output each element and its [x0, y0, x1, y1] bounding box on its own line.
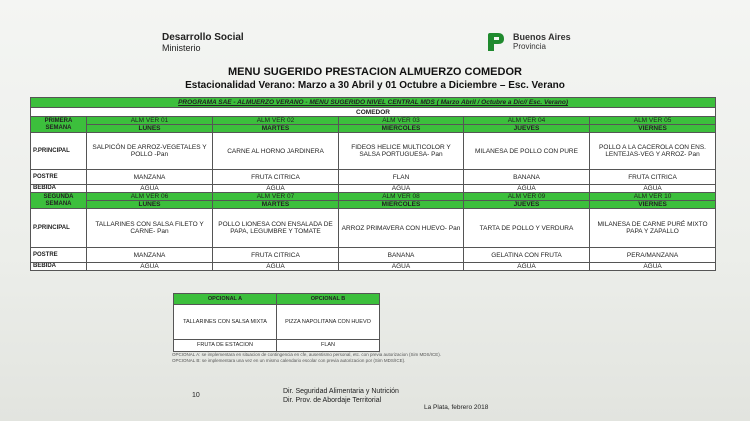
postre-item: BANANA — [339, 248, 464, 263]
footnote-a: OPCIONAL A: se implementara en situacion de contingencia en cfe, ausentismo personal, etc. con previa autorizacion (Sim MDS/ICE). — [172, 352, 441, 357]
principal-dish: FIDEOS HELICE MULTICOLOR Y SALSA PORTUGUESA- Pan — [339, 133, 464, 170]
bebida-item: AGUA — [213, 263, 339, 271]
principal-dish: TARTA DE POLLO Y VERDURA — [464, 209, 590, 248]
menu-table — [30, 97, 716, 271]
bebida-item: AGUA — [339, 263, 464, 271]
day-label: VIERNES — [590, 201, 716, 209]
directorate-1: Dir. Seguridad Alimentaria y Nutrición — [283, 388, 399, 395]
optional-a-dessert: FRUTA DE ESTACION — [174, 340, 277, 352]
day-label: MARTES — [213, 125, 339, 133]
menu-code: ALM VER 05 — [590, 117, 716, 125]
principal-dish: ARROZ PRIMAVERA CON HUEVO- Pan — [339, 209, 464, 248]
bebida-item: AGUA — [87, 263, 213, 271]
menu-code: ALM VER 09 — [464, 193, 590, 201]
row-label-bebida: BEBIDA — [31, 263, 87, 271]
menu-code: ALM VER 02 — [213, 117, 339, 125]
bebida-item: AGUA — [464, 185, 590, 193]
postre-item: BANANA — [464, 170, 590, 185]
postre-item: FRUTA CITRICA — [590, 170, 716, 185]
ministry-header — [162, 33, 244, 53]
row-label-principal: P.PRINCIPAL — [31, 133, 87, 170]
bebida-item: AGUA — [87, 185, 213, 193]
optional-b-dish: PIZZA NAPOLITANA CON HUEVO — [277, 305, 380, 340]
season-subtitle: Estacionalidad Verano: Marzo a 30 Abril y 01 Octubre a Diciembre – Esc. Verano — [185, 80, 565, 91]
optional-table — [173, 293, 380, 352]
postre-item: FLAN — [339, 170, 464, 185]
optional-b-dessert: FLAN — [277, 340, 380, 352]
postre-item: GELATINA CON FRUTA — [464, 248, 590, 263]
day-label: LUNES — [87, 125, 213, 133]
day-label: LUNES — [87, 201, 213, 209]
postre-item: MANZANA — [87, 248, 213, 263]
bebida-item: AGUA — [213, 185, 339, 193]
directorate-2: Dir. Prov. de Abordaje Territorial — [283, 397, 382, 404]
day-label: JUEVES — [464, 125, 590, 133]
optional-b-title: OPCIONAL B — [277, 294, 380, 305]
postre-item: FRUTA CITRICA — [213, 248, 339, 263]
principal-dish: TALLARINES CON SALSA FILETO Y CARNE- Pan — [87, 209, 213, 248]
province-logo — [485, 31, 571, 53]
menu-code: ALM VER 03 — [339, 117, 464, 125]
row-label-bebida: BEBIDA — [31, 185, 87, 193]
page-title: MENU SUGERIDO PRESTACION ALMUERZO COMEDOR — [228, 66, 522, 78]
principal-dish: POLLO LIONESA CON ENSALADA DE PAPA, LEGUMBRE Y TOMATE — [213, 209, 339, 248]
program-row: PROGRAMA SAE - ALMUERZO VERANO - MENU SUGERIDO NIVEL CENTRAL MDS ( Marzo Abril / Octubre a Dic// Esc. Verano) — [31, 98, 716, 108]
bebida-item: AGUA — [590, 263, 716, 271]
menu-code: ALM VER 06 — [87, 193, 213, 201]
principal-dish: POLLO A LA CACEROLA CON ENS. LENTEJAS-VEG Y ARROZ- Pan — [590, 133, 716, 170]
day-label: JUEVES — [464, 201, 590, 209]
directorates — [283, 387, 399, 405]
ministry-name: Desarrollo Social — [162, 32, 244, 43]
row-label-postre: POSTRE — [31, 248, 87, 263]
logo-line1: Buenos Aires — [513, 32, 571, 42]
principal-dish: MILANESA DE POLLO CON PURE — [464, 133, 590, 170]
day-label: MIERCOLES — [339, 201, 464, 209]
menu-code: ALM VER 08 — [339, 193, 464, 201]
bebida-item: AGUA — [339, 185, 464, 193]
day-label: MARTES — [213, 201, 339, 209]
logo-line2: Provincia — [513, 42, 546, 51]
day-label: VIERNES — [590, 125, 716, 133]
footnote-b: OPCIONAL B: se implementara una vez en un mismo calendario escolar con previa autorizacion por (Sim MDS/ICE). — [172, 358, 406, 363]
menu-code: ALM VER 01 — [87, 117, 213, 125]
postre-item: PERA/MANZANA — [590, 248, 716, 263]
row-label-principal: P.PRINCIPAL — [31, 209, 87, 248]
page-number: 10 — [192, 392, 200, 399]
week1-label: PRIMERA SEMANA — [31, 117, 87, 133]
row-label-postre: POSTRE — [31, 170, 87, 185]
week2-label: SEGUNDA SEMANA — [31, 193, 87, 209]
place-date: La Plata, febrero 2018 — [424, 404, 489, 411]
ministry-sub: Ministerio — [162, 43, 201, 53]
principal-dish: MILANESA DE CARNE PURÉ MIXTO PAPA Y ZAPALLO — [590, 209, 716, 248]
bebida-item: AGUA — [590, 185, 716, 193]
principal-dish: SALPICÓN DE ARROZ-VEGETALES Y POLLO -Pan — [87, 133, 213, 170]
optional-a-title: OPCIONAL A — [174, 294, 277, 305]
optional-a-dish: TALLARINES CON SALSA MIXTA — [174, 305, 277, 340]
menu-code: ALM VER 07 — [213, 193, 339, 201]
postre-item: MANZANA — [87, 170, 213, 185]
menu-code: ALM VER 10 — [590, 193, 716, 201]
bebida-item: AGUA — [464, 263, 590, 271]
province-logo-icon — [485, 31, 507, 53]
footnotes — [172, 352, 441, 364]
menu-code: ALM VER 04 — [464, 117, 590, 125]
comedor-row: COMEDOR — [31, 108, 716, 117]
postre-item: FRUTA CITRICA — [213, 170, 339, 185]
principal-dish: CARNE AL HORNO JARDINERA — [213, 133, 339, 170]
day-label: MIERCOLES — [339, 125, 464, 133]
